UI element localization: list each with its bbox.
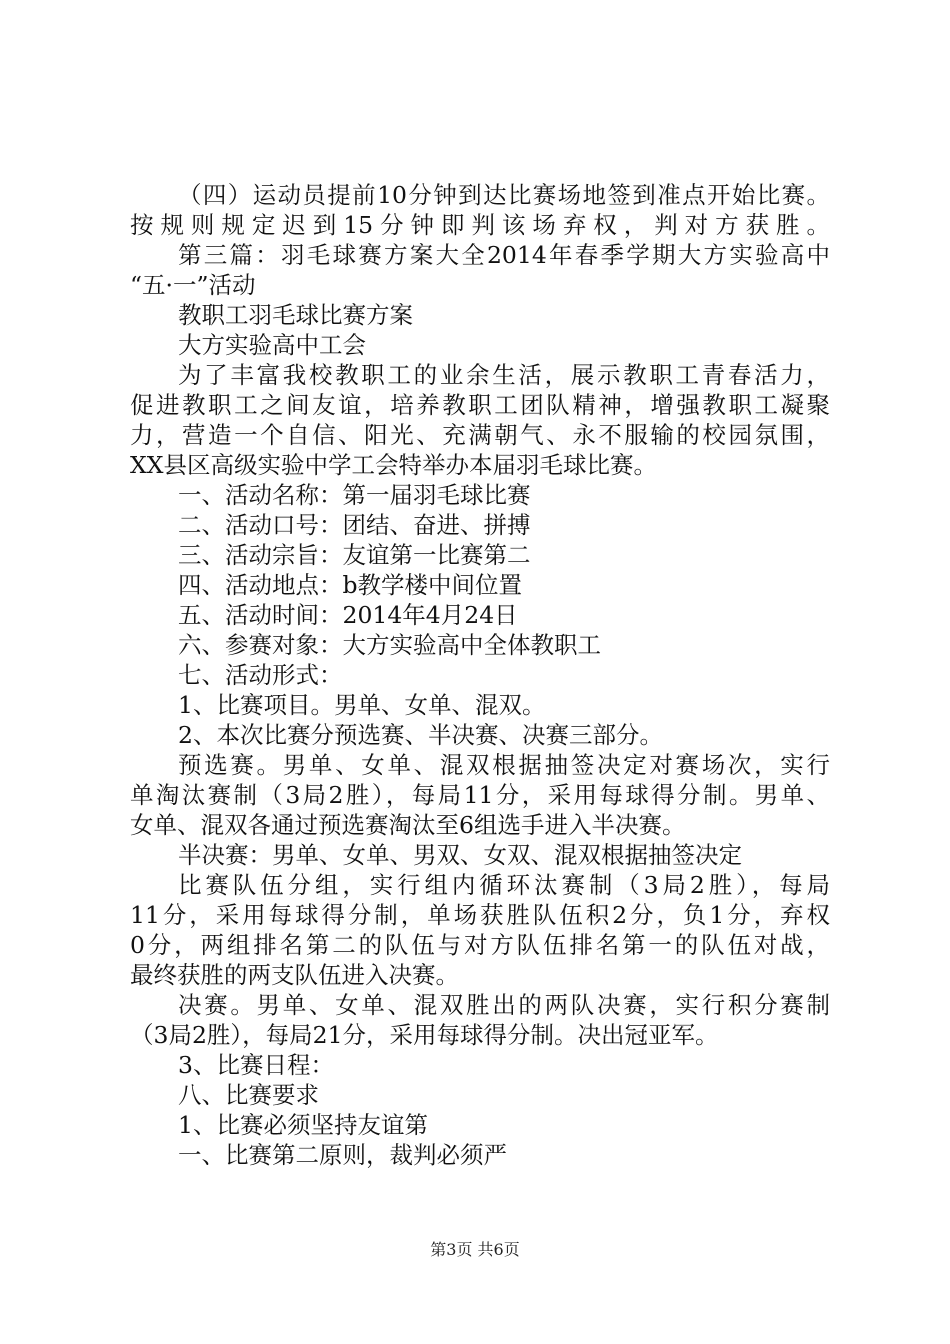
text-line: 促进教职工之间友谊，培养教职工团队精神，增强教职工凝聚 xyxy=(130,391,830,419)
text-line: 一、活动名称：第一届羽毛球比赛 xyxy=(178,481,531,509)
text-line: 为了丰富我校教职工的业余生活，展示教职工青春活力， xyxy=(178,361,830,389)
text-line: 比赛队伍分组，实行组内循环汰赛制（3局2胜），每局 xyxy=(178,871,830,899)
text-line: 11分，采用每球得分制，单场获胜队伍积2分，负1分，弃权 xyxy=(130,901,830,929)
text-line: 0分，两组排名第二的队伍与对方队伍排名第一的队伍对战， xyxy=(130,931,830,959)
text-line: 女单、混双各通过预选赛淘汰至6组选手进入半决赛。 xyxy=(130,811,686,839)
text-line: 三、活动宗旨：友谊第一比赛第二 xyxy=(178,541,531,569)
text-line: （四）运动员提前10分钟到达比赛场地签到准点开始比赛。 xyxy=(178,181,830,209)
text-line: 3、比赛日程： xyxy=(178,1051,334,1079)
text-line: 2、本次比赛分预选赛、半决赛、决赛三部分。 xyxy=(178,721,663,749)
text-line: 一、比赛第二原则，裁判必须严 xyxy=(178,1141,507,1169)
text-line: XX县区高级实验中学工会特举办本届羽毛球比赛。 xyxy=(130,451,657,479)
text-line: 八、比赛要求 xyxy=(178,1081,319,1109)
text-line: 按规则规定迟到15分钟即判该场弃权，判对方获胜。 xyxy=(130,211,830,239)
text-line: 七、活动形式： xyxy=(178,661,343,689)
text-line: 预选赛。男单、女单、混双根据抽签决定对赛场次，实行 xyxy=(178,751,830,779)
text-line: 1、比赛项目。男单、女单、混双。 xyxy=(178,691,546,719)
text-line: 五、活动时间：2014年4月24日 xyxy=(178,601,518,629)
text-line: 四、活动地点：b教学楼中间位置 xyxy=(178,571,523,599)
page-number-footer: 第3页 共6页 xyxy=(430,1240,520,1259)
text-line: 大方实验高中工会 xyxy=(178,331,366,359)
text-line: 决赛。男单、女单、混双胜出的两队决赛，实行积分赛制 xyxy=(178,991,830,1019)
text-line: 最终获胜的两支队伍进入决赛。 xyxy=(130,961,459,989)
text-line: 二、活动口号：团结、奋进、拼搏 xyxy=(178,511,531,539)
text-line: “五·一”活动 xyxy=(130,271,256,299)
text-line: 单淘汰赛制（3局2胜），每局11分，采用每球得分制。男单、 xyxy=(130,781,830,809)
text-line: （3局2胜），每局21分，采用每球得分制。决出冠亚军。 xyxy=(130,1021,719,1049)
text-line: 第三篇：羽毛球赛方案大全2014年春季学期大方实验高中 xyxy=(178,241,830,269)
text-line: 1、比赛必须坚持友谊第 xyxy=(178,1111,428,1139)
text-line: 力，营造一个自信、阳光、充满朝气、永不服输的校园氛围， xyxy=(130,421,830,449)
text-line: 教职工羽毛球比赛方案 xyxy=(178,301,413,329)
text-line: 六、参赛对象：大方实验高中全体教职工 xyxy=(178,631,601,659)
text-line: 半决赛：男单、女单、男双、女双、混双根据抽签决定 xyxy=(178,841,742,869)
